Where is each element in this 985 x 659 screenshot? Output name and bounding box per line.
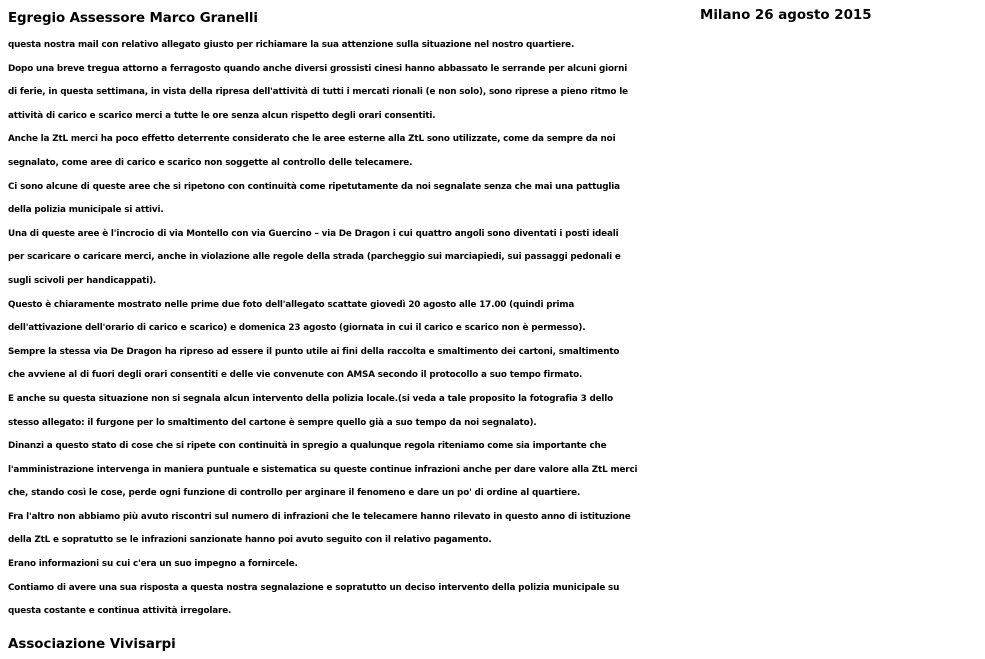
text-line: Anche la ZtL merci ha poco effetto deterrente considerato che le aree esterne alla ZtL sono utilizzate, come da sempre da noi — [8, 134, 616, 145]
text-line: Ci sono alcune di queste aree che si ripetono con continuità come ripetutamente da noi segnalate senza che mai una pattuglia — [8, 181, 620, 192]
text-line: di ferie, in questa settimana, in vista della ripresa dell'attività di tutti i mercati rionali (e non solo), sono riprese a pieno ritmo le — [8, 87, 628, 98]
text-line: segnalato, come aree di carico e scarico non soggette al controllo delle telecamere. — [8, 157, 413, 168]
text-line: Dopo una breve tregua attorno a ferragosto quando anche diversi grossisti cinesi hanno abbassato le serrande per alcuni giorni — [8, 63, 628, 74]
text-line: Dinanzi a questo stato di cose che si ripete con continuità in spregio a qualunque regola riteniamo come sia importante che — [8, 441, 607, 452]
salutation: Egregio Assessore Marco Granelli — [8, 11, 258, 26]
text-line: della ZtL e sopratutto se le infrazioni sanzionate hanno poi avuto seguito con il relativo pagamento. — [8, 535, 492, 546]
letter-body — [8, 34, 983, 624]
dateline: Milano 26 agosto 2015 — [700, 8, 872, 23]
text-line: questa costante e continua attività irregolare. — [8, 606, 232, 617]
text-line: questa nostra mail con relativo allegato giusto per richiamare la sua attenzione sulla situazione nel nostro quartiere. — [8, 40, 575, 50]
text-line: Sempre la stessa via De Dragon ha ripreso ad essere il punto utile ai fini della raccolta e smaltimento dei cartoni, smaltimento — [8, 346, 620, 357]
text-line: per scaricare o caricare merci, anche in violazione alle regole della strada (parcheggio sui marciapiedi, sui passaggi pedonali e — [8, 252, 621, 263]
text-line: Fra l'altro non abbiamo più avuto riscontri sul numero di infrazioni che le telecamere hanno rilevato in questo anno di istituzione — [8, 511, 631, 522]
text-line: attività di carico e scarico merci a tutte le ore senza alcun rispetto degli orari consentiti. — [8, 110, 436, 121]
text-line: sugli scivoli per handicappati). — [8, 275, 157, 286]
text-line: stesso allegato: il furgone per lo smaltimento del cartone è sempre quello già a suo tempo da noi segnalato). — [8, 417, 537, 428]
text-line: dell'attivazione dell'orario di carico e scarico) e domenica 23 agosto (giornata in cui il carico e scarico non è permesso). — [8, 323, 586, 334]
text-line: Una di queste aree è l'incrocio di via Montello con via Guercino – via De Dragon i cui quattro angoli sono diventati i posti ideali — [8, 228, 619, 239]
text-line: che, stando così le cose, perde ogni funzione di controllo per arginare il fenomeno e dare un po' di ordine al quartiere. — [8, 488, 581, 499]
text-line: Erano informazioni su cui c'era un suo impegno a fornircele. — [8, 559, 298, 570]
text-line: Contiamo di avere una sua risposta a questa nostra segnalazione e sopratutto un deciso intervento della polizia municipale su — [8, 582, 620, 593]
text-line: E anche su questa situazione non si segnala alcun intervento della polizia locale.(si veda a tale proposito la fotografia 3 dello — [8, 393, 614, 404]
text-line: che avviene al di fuori degli orari consentiti e delle vie convenute con AMSA secondo il protocollo a suo tempo firmato. — [8, 370, 583, 381]
text-line: l'amministrazione intervenga in maniera puntuale e sistematica su queste continue infrazioni anche per dare valore alla ZtL merci — [8, 464, 638, 475]
text-line: della polizia municipale si attivi. — [8, 205, 164, 216]
signature: Associazione Vivisarpi — [8, 637, 176, 652]
text-line: Questo è chiaramente mostrato nelle prime due foto dell'allegato scattate giovedì 20 agosto alle 17.00 (quindi prima — [8, 299, 575, 310]
